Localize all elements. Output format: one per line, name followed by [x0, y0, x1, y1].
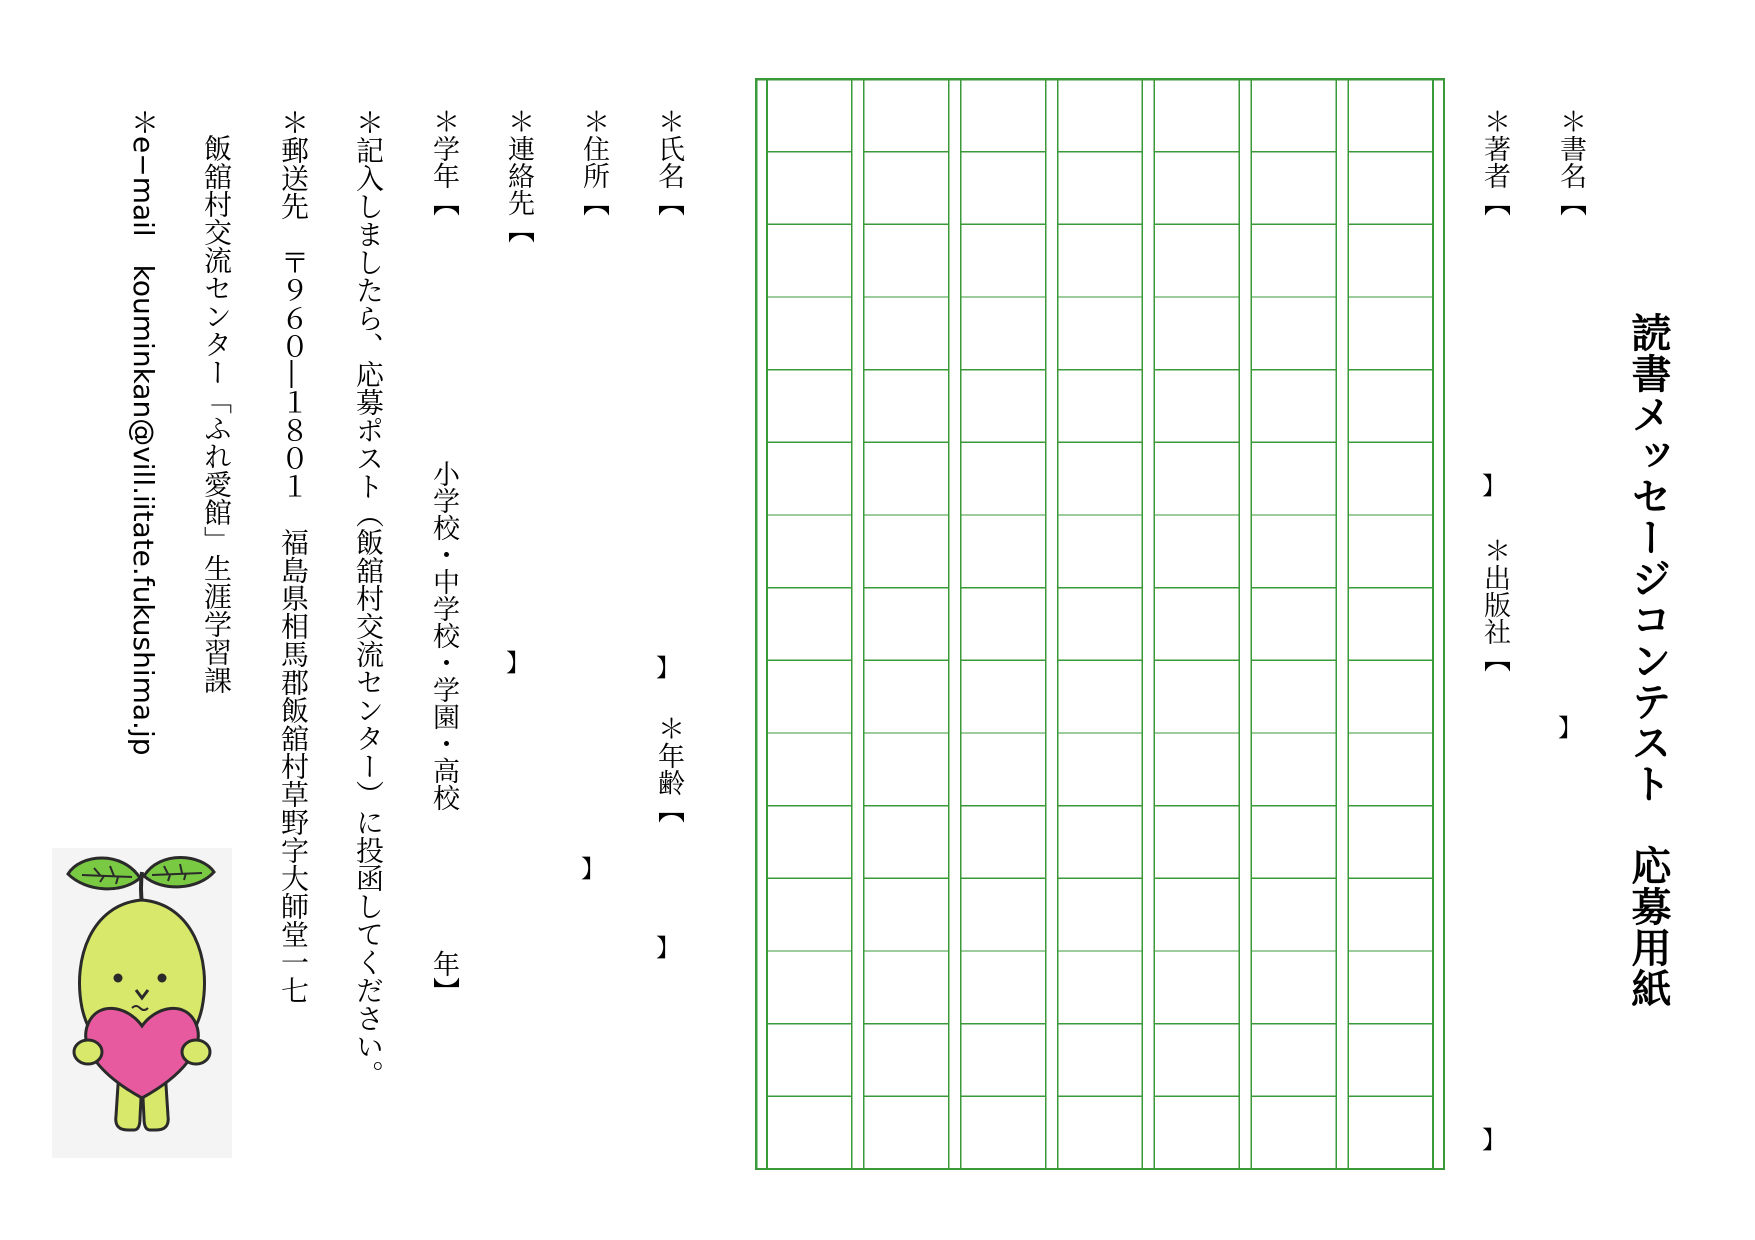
- contact-close: 】: [506, 649, 530, 677]
- sprout-mascot-holding-heart-icon: [52, 848, 232, 1158]
- name-label: ＊氏名【: [653, 108, 684, 216]
- manuscript-column[interactable]: [1348, 79, 1433, 1169]
- book-title-close: 】: [1558, 714, 1582, 742]
- contact-label: ＊連絡先【: [503, 108, 534, 243]
- publisher-close: 】: [1482, 1126, 1506, 1154]
- age-label: ＊年齢【: [653, 715, 684, 823]
- address-label: ＊住所【: [578, 108, 609, 216]
- school-options: 小学校・中学校・学園・高校: [428, 460, 459, 811]
- grade-suffix: 年】: [428, 950, 459, 1004]
- manuscript-column[interactable]: [767, 79, 852, 1169]
- name-close: 】: [656, 654, 680, 682]
- submit-instruction: ＊記入しましたら、応募ポスト（飯舘村交流センター）に投函してください。: [352, 108, 385, 1088]
- manuscript-column[interactable]: [1058, 79, 1143, 1169]
- manuscript-column[interactable]: [1154, 79, 1239, 1169]
- postal-address: ＊郵送先 〒９６０―１８０１ 福島県相馬郡飯舘村草野字大師堂一七: [277, 108, 310, 1004]
- email-address: ＊e−mail kouminkan@vill.iitate.fukushima.jp: [127, 108, 160, 756]
- publisher-label: ＊出版社【: [1479, 537, 1510, 672]
- page-title: 読書メッセージコンテスト 応募用紙: [1625, 312, 1671, 1009]
- manuscript-column[interactable]: [864, 79, 949, 1169]
- age-close: 】: [656, 934, 680, 962]
- author-label: ＊著者【: [1479, 108, 1510, 216]
- manuscript-column[interactable]: [1251, 79, 1336, 1169]
- grade-label: ＊学年【: [428, 108, 459, 216]
- address-close: 】: [581, 855, 605, 883]
- organization-name: 飯舘村交流センター「ふれ愛館」生涯学習課: [200, 134, 233, 694]
- manuscript-grid[interactable]: [755, 78, 1445, 1170]
- author-close: 】: [1482, 472, 1506, 500]
- book-title-label: ＊書名【: [1555, 108, 1586, 216]
- manuscript-column[interactable]: [961, 79, 1046, 1169]
